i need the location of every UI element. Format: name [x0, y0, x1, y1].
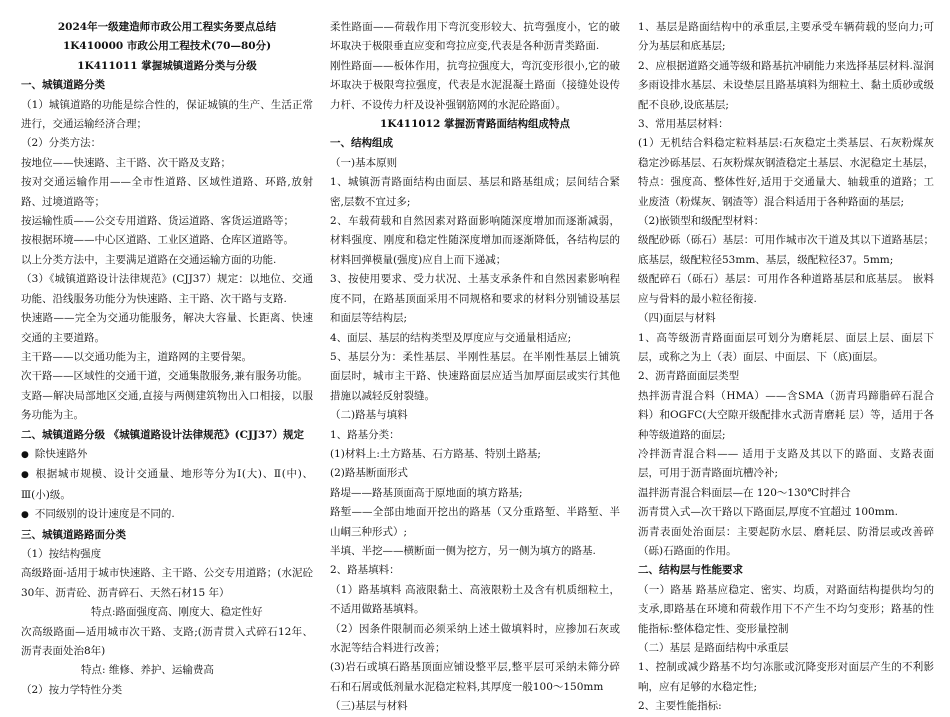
- section-heading: 1K411011 掌握城镇道路分类与分级: [77, 59, 257, 72]
- text-paragraph: （二）基层 是路面结构中承重层: [638, 642, 789, 654]
- text-paragraph: 刚性路面——板体作用，抗弯拉强度大，弯沉变形很小,它的破坏取决于极限弯拉强度，代表是水泥混凝土路面（接缝处设传力杆、不设传力杆及设补强钢筋网的水泥砼路面）。: [330, 59, 620, 111]
- text-paragraph: 路堑——全部由地面开挖出的路基（又分重路堑、半路堑、半山峒三种形式）;: [330, 506, 620, 538]
- text-paragraph: 2、沥青路面面层类型: [638, 370, 740, 383]
- text-paragraph: 按运输性质——公交专用道路、货运道路、客货运道路等；: [21, 215, 294, 228]
- text-paragraph: 2、应根据道路交通等级和路基抗冲刷能力来选择基层材料.湿润多雨设排水基层、未设垫层且路基填料为细粒土、黏土质砂或级配不良砂,设底基层;: [638, 59, 934, 111]
- text-paragraph: 1、控制或减少路基不均匀冻胀或沉降变形对面层产生的不利影响，应有足够的水稳定性;: [638, 661, 934, 693]
- text-paragraph: 次干路——区域性的交通干道，交通集散服务,兼有服务功能。: [21, 370, 308, 383]
- text-paragraph: 级配砂砾（砾石）基层：可用作城市次干道及其以下道路基层；底基层，级配粒径53mm、基层，级配粒径37。5mm;: [638, 234, 934, 266]
- text-paragraph: 沥青贯入式—次干路以下路面层,厚度不宜超过 100mm.: [638, 506, 898, 519]
- text-paragraph: 按地位——快速路、主干路、次干路及支路；: [21, 156, 231, 169]
- text-paragraph: (1)材料上:土方路基、石方路基、特别土路基;: [330, 447, 541, 460]
- text-paragraph: 2、车载荷载和自然因素对路面影响随深度增加而逐渐减弱，材料强度、刚度和稳定性随深度增加而逐渐降低，各结构层的材料回弹模量(强度)应自上而下递减；: [330, 215, 620, 266]
- text-paragraph: 2、主要性能指标:: [638, 700, 722, 713]
- text-paragraph: 1、基层是路面结构中的承重层,主要承受车辆荷载的竖向力;可分为基层和底基层;: [638, 21, 934, 53]
- text-paragraph: 5、基层分为：柔性基层、半刚性基层。在半刚性基层上铺筑面层时，城市主干路、快速路面层应适当加厚面层或实行其他措施以减轻反射裂缝。: [330, 350, 620, 402]
- text-paragraph: 冷拌沥青混合料—— 适用于支路及其以下的路面、支路表面层，可用于沥青路面坑槽冷补;: [638, 447, 934, 480]
- text-paragraph: （2)嵌锁型和级配型材料：: [638, 215, 765, 228]
- text-paragraph: 半填、半挖——横断面一侧为挖方，另一侧为填方的路基.: [330, 544, 596, 557]
- section-heading: 二、结构层与性能要求: [638, 564, 743, 577]
- text-paragraph: （2）分类方法：: [21, 137, 102, 150]
- text-paragraph: 柔性路面——荷载作用下弯沉变形较大、抗弯强度小，它的破坏取决于极限垂直应变和弯拉应变,代表是各种沥青类路面.: [330, 21, 620, 53]
- text-paragraph: (2)路基断面形式: [330, 467, 408, 480]
- text-paragraph: （1）城镇道路的功能是综合性的，保证城镇的生产、生活正常进行，交通运输经济合理；: [21, 98, 313, 131]
- section-heading: 1K411012 掌握沥青路面结构组成特点: [380, 118, 570, 131]
- text-paragraph: （二)路基与填料: [330, 409, 408, 422]
- text-paragraph: 热拌沥青混合料（HMA）——含SMA（沥青玛蹄脂碎石混合料）和OGFC(大空隙开级配排水式沥青磨耗 层）等，适用于各种等级道路的面层;: [638, 389, 934, 441]
- text-paragraph: 3、按使用要求、受力状况、土基支承条件和自然因素影响程度不同，在路基顶面采用不同规格和要求的材料分别铺设基层和面层等结构层;: [330, 273, 620, 325]
- column-left: [21, 18, 313, 700]
- text-paragraph: （1）路基填料 高液限黏土、高液限粉土及含有机质细粒土，不适用做路基填料。: [330, 583, 620, 616]
- text-paragraph: 沥青表面处治面层：主要起防水层、磨耗层、防滑层或改善碎（砾)石路面的作用。: [638, 525, 934, 557]
- section-heading: 2024年一级建造师市政公用工程实务要点总结: [57, 21, 277, 33]
- text-paragraph: 快速路——完全为交通功能服务，解决大容量、长距离、快速交通的主要道路。: [21, 312, 313, 344]
- section-heading: 一、城镇道路分类: [21, 79, 105, 92]
- text-paragraph: 按对交通运输作用——全市性道路、区域性道路、环路,放射路、过境道路等；: [21, 176, 313, 208]
- section-heading: 一、结构组成: [330, 137, 393, 150]
- text-paragraph: 按根据环境——中心区道路、工业区道路、仓库区道路等。: [21, 234, 294, 247]
- column-middle: [330, 18, 620, 717]
- text-paragraph: 高级路面-适用于城市快速路、主干路、公交专用道路；(水泥砼30年、沥青砼、沥青碎石、天然石材15 年）: [21, 567, 313, 599]
- text-paragraph: 温拌沥青混合料面层—在 120～130℃时拌合: [638, 486, 851, 499]
- column-right: [638, 18, 934, 717]
- text-paragraph: （四)面层与材料: [638, 312, 716, 325]
- text-paragraph: 级配碎石（砾石）基层：可用作各种道路基层和底基层。 嵌料应与骨料的最小粒径衔接.: [638, 273, 934, 305]
- text-paragraph: 特点: 维修、养护、运输费高: [81, 664, 214, 677]
- text-paragraph: 特点:路面强度高、刚度大、稳定性好: [91, 606, 263, 619]
- text-paragraph: 2、路基填料：: [330, 564, 400, 577]
- text-paragraph: （一)基本原则: [330, 156, 398, 169]
- bullet-item: ● 除快速路外: [21, 445, 313, 465]
- section-heading: 二、城镇道路分级 《城镇道路设计法律规范》(CJJ37）规定: [21, 428, 305, 441]
- text-paragraph: （1）按结构强度: [21, 547, 102, 560]
- section-heading: 三、城镇道路路面分类: [21, 528, 126, 541]
- text-paragraph: 1、城镇沥青路面结构由面层、基层和路基组成；层间结合紧密,层数不宜过多;: [330, 176, 620, 208]
- text-paragraph: 以上分类方法中，主要满足道路在交通运输方面的功能.: [21, 253, 277, 266]
- text-paragraph: 路堤——路基顶面高于原地面的填方路基;: [330, 486, 523, 499]
- text-paragraph: （2）因条件限制而必须采纳上述土做填料时，应掺加石灰或水泥等结合料进行改善；: [330, 622, 620, 654]
- section-heading: 1K410000 市政公用工程技术(70—80分): [62, 40, 272, 53]
- text-paragraph: （2）按力学特性分类: [21, 683, 123, 696]
- text-paragraph: (3)岩石或填石路基顶面应铺设整平层,整平层可采纳未筛分碎石和石屑或低剂量水泥稳定粒料,其厚度一般100～150mm: [330, 661, 620, 693]
- text-paragraph: （一）路基 路基应稳定、密实、均质，对路面结构提供均匀的支承,即路基在环境和荷载作用下不产生不均匀变形；路基的性能指标:整体稳定性、变形量控制: [638, 583, 934, 635]
- text-paragraph: 次高级路面—适用城市次干路、支路;(沥青贯入式碎石12年、沥青表面处治8年): [21, 625, 313, 657]
- bullet-item: ● 不同级别的设计速度是不同的.: [21, 505, 313, 525]
- text-paragraph: 1、路基分类：: [330, 428, 400, 441]
- text-paragraph: （3）《城镇道路设计法律规范》(CJJ37）规定：以地位、交通功能、沿线服务功能分为快速路、主干路、次干路与支路.: [21, 273, 313, 305]
- text-paragraph: 1、高等级沥青路面面层可划分为磨耗层、面层上层、面层下层，或称之为上（表）面层、中面层、下（底)面层。: [638, 331, 934, 363]
- text-paragraph: 4、面层、基层的结构类型及厚度应与交通量相适应;: [330, 331, 572, 344]
- text-paragraph: (1）无机结合料稳定粒料基层:石灰稳定土类基层、石灰粉煤灰稳定沙砾基层、石灰粉煤灰钢渣稳定土基层、水泥稳定土基层，特点：强度高、整体性好,适用于交通量大、轴载重的道路；工业废渣（粉煤灰、钢渣等）混合料适用于各种路面的基层;: [638, 137, 934, 208]
- text-paragraph: 支路—解决局部地区交通,直接与两侧建筑物出入口相接，以服务功能为主。: [21, 389, 313, 422]
- text-paragraph: （三)基层与材料: [330, 700, 408, 713]
- bullet-item: ● 根据城市规模、设计交通量、地形等分为Ⅰ(大)、Ⅱ(中)、Ⅲ(小)级。: [21, 465, 313, 505]
- text-paragraph: 主干路——以交通功能为主，道路网的主要骨架。: [21, 350, 252, 363]
- text-paragraph: 3、常用基层材料：: [638, 118, 729, 131]
